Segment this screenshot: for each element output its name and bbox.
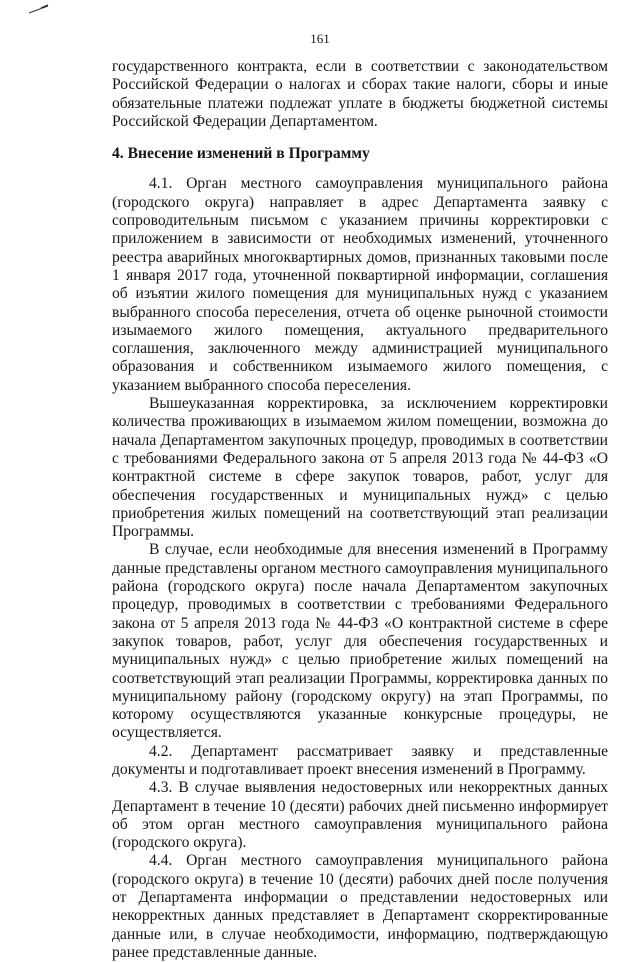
paragraph-correction-limit: Вышеуказанная корректировка, за исключением корректировки количества проживающих в изымаемом жилом помещении, возможна до начала Департаментом закупочных процедур, проводимых в соответствии с требованиями Федерального закона от 5 апреля 2013 года № 44-ФЗ «О контрактной системе в сфере закупок товаров, работ, услуг для обеспечения государственных и муниципальных нужд» с целью приобретения жилых помещений на соответствующий этап реализации Программы. <box>112 395 608 541</box>
scan-mark <box>28 4 50 14</box>
paragraph-4-2: 4.2. Департамент рассматривает заявку и представленные документы и подготавливает проект внесения изменений в Программу. <box>112 742 608 778</box>
paragraph-4-3: 4.3. В случае выявления недостоверных или некорректных данных Департамент в течение 10 (десяти) рабочих дней письменно информирует об этом орган местного самоуправления муниципального района (городского округа). <box>112 779 608 852</box>
paragraph-4-4: 4.4. Орган местного самоуправления муниципального района (городского округа) в течение 10 (десяти) рабочих дней после получения от Департамента информации о представлении недостоверных или некорректных данных представляет в Департамент скорректированные данные или, в случае необходимости, информацию, подтверждающую ранее представленные данные. <box>112 852 608 961</box>
section-heading: 4. Внесение изменений в Программу <box>112 145 370 163</box>
paragraph-4-1: 4.1. Орган местного самоуправления муниципального района (городского округа) направляет в адрес Департамента заявку с сопроводительным письмом с указанием причины корректировки с приложением в зависимости от необходимых изменений, уточненного реестра аварийных многоквартирных домов, признанных таковыми после 1 января 2017 года, уточненной поквартирной информации, соглашения об изъятии жилого помещения для муниципальных нужд с указанием выбранного способа переселения, отчета об оценке рыночной стоимости изымаемого жилого помещения, актуального предварительного соглашения, заключенного между администрацией муниципального образования и собственником изымаемого жилого помещения, с указанием выбранного способа переселения. <box>112 175 608 394</box>
paragraph-late-data: В случае, если необходимые для внесения изменений в Программу данные представлены органом местного самоуправления муниципального района (городского округа) после начала Департаментом закупочных процедур, проводимых в соответствии с требованиями Федерального закона от 5 апреля 2013 года № 44-ФЗ «О контрактной системе в сфере закупок товаров, работ, услуг для обеспечения государственных и муниципальных нужд» с целью приобретение жилых помещений на соответствующий этап реализации Программы, корректировка данных по муниципальному району (городскому округу) на этап Программы, по которому осуществляются указанные конкурсные процедуры, не осуществляется. <box>112 541 608 742</box>
page-number: 161 <box>310 31 330 46</box>
paragraph-continuation: государственного контракта, если в соответствии с законодательством Российской Федерации о налогах и сборах такие налоги, сборы и иные обязательные платежи подлежат уплате в бюджеты бюджетной системы Российской Федерации Департаментом. <box>112 58 608 130</box>
document-body <box>112 58 608 962</box>
